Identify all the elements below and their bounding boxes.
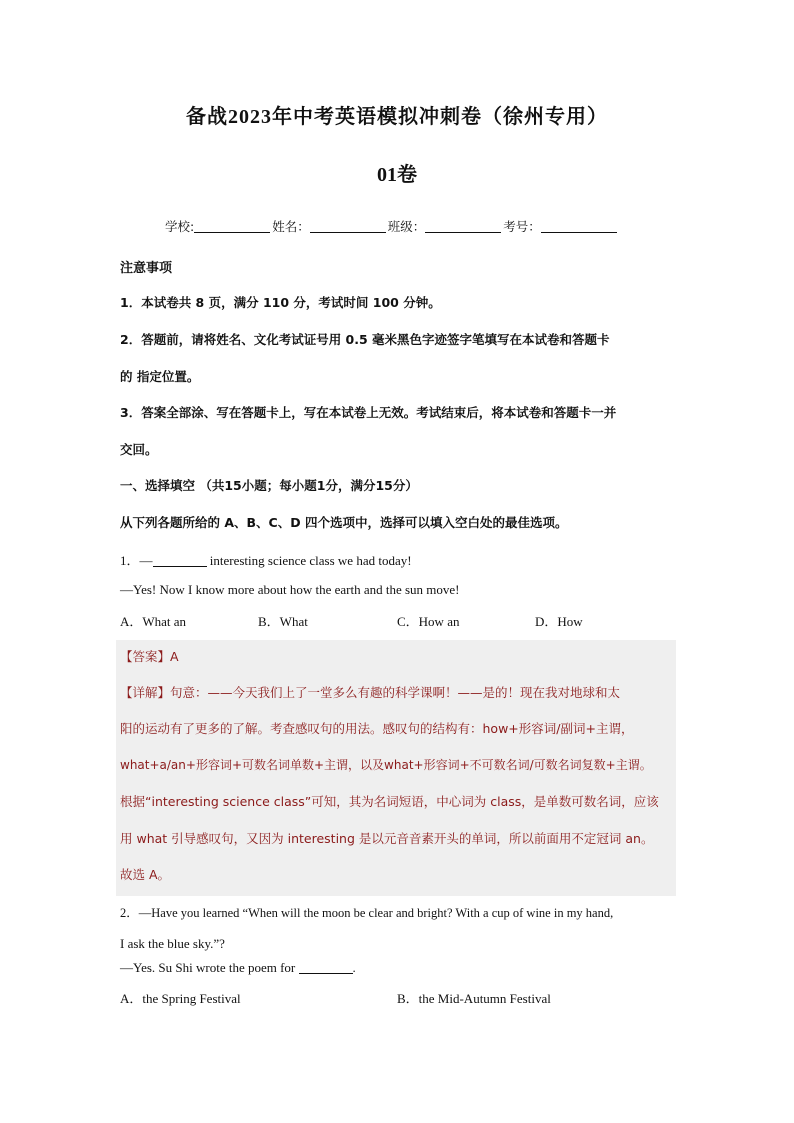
question-2-line1: 2．—Have you learned “When will the moon be clear and bright? With a cup of wine in my hand,	[120, 906, 614, 920]
question-2-suffix: .	[352, 960, 356, 975]
question-2-prefix: —Yes. Su Shi wrote the poem for	[120, 960, 296, 975]
note-2-line2: 的 指定位置。	[120, 369, 200, 384]
class-label: 班级：	[387, 219, 426, 234]
question-1-blank[interactable]	[153, 554, 207, 567]
number-field[interactable]	[541, 219, 617, 233]
question-1-prefix: 1．—	[120, 553, 153, 568]
note-3-line1: 3．答案全部涂、写在答题卡上，写在本试卷上无效。考试结束后，将本试卷和答题卡一并	[120, 405, 617, 420]
question-1-stem	[120, 550, 412, 569]
explain-line-2: 阳的运动有了更多的了解。考查感叹句的用法。感叹句的结构有：how+形容词/副词+主谓，	[120, 721, 634, 736]
note-3-line2: 交回。	[120, 442, 158, 457]
question-1-option-a[interactable]: A．What an	[120, 614, 187, 629]
question-1-option-b[interactable]: B．What	[258, 614, 308, 629]
question-2-blank[interactable]	[299, 961, 353, 974]
section-heading: 一、选择填空 （共15小题；每小题1分，满分15分）	[120, 478, 418, 493]
note-2-line1: 2．答题前，请将姓名、文化考试证号用 0.5 毫米黑色字迹签字笔填写在本试卷和答题卡	[120, 332, 610, 347]
student-info-row	[165, 217, 619, 235]
page-title: 备战2023年中考英语模拟冲刺卷（徐州专用）	[186, 106, 608, 128]
explain-line-1: 【详解】句意：——今天我们上了一堂多么有趣的科学课啊！——是的！现在我对地球和太	[120, 685, 621, 700]
question-2-line3	[120, 960, 356, 976]
question-2-line2: I ask the blue sky.”?	[120, 936, 225, 951]
class-field[interactable]	[425, 219, 501, 233]
explain-line-4: 根据“interesting science class”可知，其为名词短语，中心词为 class，是单数可数名词，应该	[120, 794, 659, 809]
note-1: 1．本试卷共 8 页，满分 110 分，考试时间 100 分钟。	[120, 295, 441, 310]
question-1-line2: —Yes! Now I know more about how the earth and the sun move!	[120, 582, 460, 597]
number-label: 考号：	[503, 219, 541, 234]
page-subtitle: 01卷	[377, 164, 417, 186]
explain-line-3: what+a/an+形容词+可数名词单数+主谓，以及what+形容词+不可数名词/可数名词复数+主谓。	[120, 758, 652, 772]
question-1-option-c[interactable]: C．How an	[397, 614, 460, 629]
name-field[interactable]	[310, 219, 386, 233]
name-label: 姓名：	[272, 219, 310, 234]
section-instruction: 从下列各题所给的 A、B、C、D 四个选项中，选择可以填入空白处的最佳选项。	[120, 515, 568, 530]
school-label: 学校:	[165, 219, 195, 234]
question-1-rest: interesting science class we had today!	[206, 553, 412, 568]
explain-line-5: 用 what 引导感叹句，又因为 interesting 是以元音音素开头的单词，所以前面用不定冠词 an。	[120, 831, 654, 846]
question-1-answer: 【答案】A	[120, 649, 179, 664]
question-1-option-d[interactable]: D．How	[535, 614, 583, 629]
school-field[interactable]	[194, 219, 270, 233]
question-2-option-b[interactable]: B．the Mid-Autumn Festival	[397, 991, 551, 1006]
explain-line-6: 故选 A。	[120, 867, 171, 882]
question-2-option-a[interactable]: A．the Spring Festival	[120, 991, 241, 1006]
notes-heading: 注意事项	[120, 261, 173, 276]
